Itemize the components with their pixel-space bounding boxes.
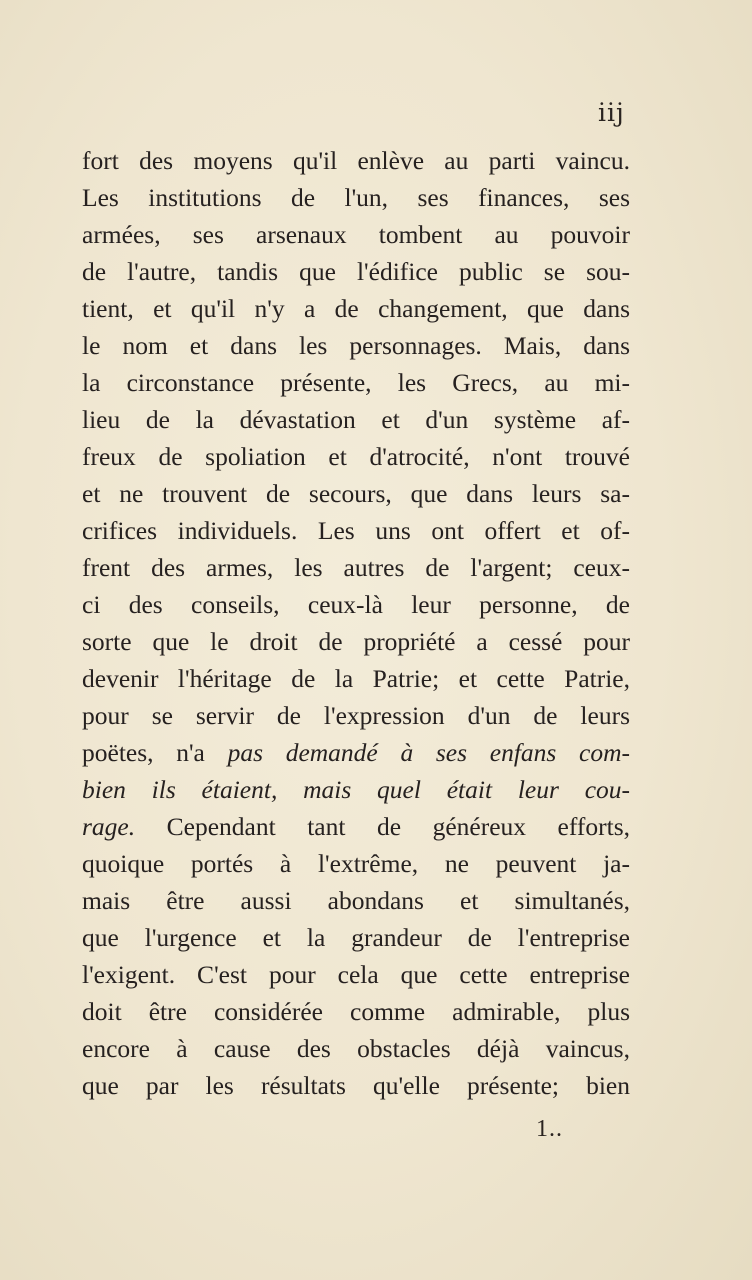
text-line: que par les résultats qu'elle présente; bien — [82, 1071, 630, 1100]
text-line: crifices individuels. Les uns ont offert et of- — [82, 516, 630, 545]
text-line: Les institutions de l'un, ses finances, ses — [82, 183, 630, 212]
italic-quote-segment: rage. — [82, 812, 136, 841]
text-line: freux de spoliation et d'atrocité, n'ont trouvé — [82, 442, 630, 471]
text-line: ci des conseils, ceux-là leur personne, de — [82, 590, 630, 619]
text-line: armées, ses arsenaux tombent au pouvoir — [82, 220, 630, 249]
text-line: de l'autre, tandis que l'édifice public se sou- — [82, 257, 630, 286]
text-line: et ne trouvent de secours, que dans leurs sa- — [82, 479, 630, 508]
text-line: devenir l'héritage de la Patrie; et cette Patrie, — [82, 664, 630, 693]
text-line: le nom et dans les personnages. Mais, dans — [82, 331, 630, 360]
text-line: tient, et qu'il n'y a de changement, que dans — [82, 294, 630, 323]
text-line: fort des moyens qu'il enlève au parti vaincu. — [82, 146, 630, 175]
text-line: que l'urgence et la grandeur de l'entreprise — [82, 923, 630, 952]
text-line: sorte que le droit de propriété a cessé pour — [82, 627, 630, 656]
italic-quote-segment: bien ils étaient, mais quel était leur cou- — [82, 775, 630, 804]
text-line-mixed — [82, 771, 630, 808]
page-number: iij — [598, 98, 625, 127]
italic-quote-segment: pas demandé à ses enfans com- — [227, 738, 630, 767]
text-line: lieu de la dévastation et d'un système af- — [82, 405, 630, 434]
text-line: quoique portés à l'extrême, ne peuvent ja- — [82, 849, 630, 878]
text-line: encore à cause des obstacles déjà vaincus, — [82, 1034, 630, 1063]
text-line: la circonstance présente, les Grecs, au mi- — [82, 368, 630, 397]
roman-segment: poëtes, n'a — [82, 738, 228, 767]
text-line: mais être aussi abondans et simultanés, — [82, 886, 630, 915]
roman-segment: Cependant tant de généreux efforts, — [135, 812, 630, 841]
signature-mark: 1.. — [536, 1116, 563, 1142]
text-line: doit être considérée comme admirable, plus — [82, 997, 630, 1026]
text-line: l'exigent. C'est pour cela que cette entreprise — [82, 960, 630, 989]
text-line: frent des armes, les autres de l'argent; ceux- — [82, 553, 630, 582]
body-text — [82, 142, 630, 1104]
text-line: pour se servir de l'expression d'un de leurs — [82, 701, 630, 730]
text-line-mixed — [82, 734, 630, 771]
text-line-mixed — [82, 808, 630, 845]
